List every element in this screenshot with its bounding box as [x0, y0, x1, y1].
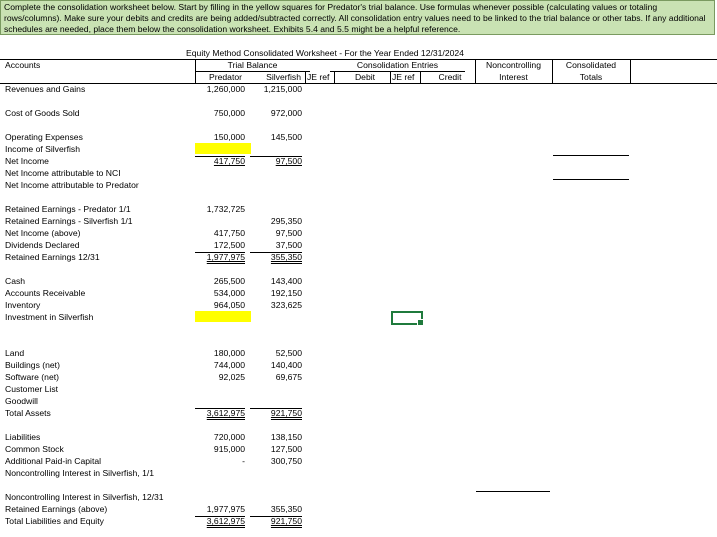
row-label: Investment in Silverfish: [5, 312, 94, 322]
silverfish-value[interactable]: 355,350: [270, 504, 302, 514]
predator-value[interactable]: 150,000: [213, 132, 245, 142]
consolidated-net-income-line: [553, 155, 629, 156]
consolidation-underline: [330, 71, 465, 72]
col-divider: [630, 59, 631, 83]
col-divider: [195, 59, 196, 83]
subtotal-line: [250, 156, 302, 157]
predator-value[interactable]: 1,260,000: [206, 84, 245, 94]
row-label: Land: [5, 348, 25, 358]
predator-value[interactable]: 964,050: [213, 300, 245, 310]
totals-header: Totals: [579, 72, 603, 82]
row-label: Total Liabilities and Equity: [5, 516, 104, 526]
selected-cell[interactable]: [391, 311, 423, 325]
investment-in-silverfish-input[interactable]: [195, 311, 251, 322]
row-label: Retained Earnings (above): [5, 504, 108, 514]
header-bottom-line: [0, 83, 717, 84]
subtotal-line: [195, 252, 245, 253]
subtotal-line: [195, 408, 245, 409]
noncontrolling-header: Noncontrolling: [486, 60, 541, 70]
accounts-header: Accounts: [5, 60, 41, 70]
silverfish-value[interactable]: 355,350: [270, 252, 302, 262]
silverfish-value[interactable]: 192,150: [270, 288, 302, 298]
silverfish-value[interactable]: 921,750: [270, 408, 302, 418]
worksheet-title: Equity Method Consolidated Worksheet - For the Year Ended 12/31/2024: [186, 48, 464, 58]
row-label: Inventory: [5, 300, 41, 310]
row-label: Retained Earnings 12/31: [5, 252, 100, 262]
predator-value[interactable]: 417,750: [213, 156, 245, 166]
predator-value[interactable]: 744,000: [213, 360, 245, 370]
predator-value[interactable]: 1,977,975: [206, 252, 245, 262]
trial-balance-underline: [195, 71, 310, 72]
silverfish-value[interactable]: 1,215,000: [263, 84, 302, 94]
row-label: Common Stock: [5, 444, 64, 454]
silverfish-col-header: Silverfish: [266, 72, 301, 82]
col-divider: [552, 59, 553, 83]
row-label: Revenues and Gains: [5, 84, 86, 94]
silverfish-value[interactable]: 69,675: [275, 372, 302, 382]
silverfish-value[interactable]: 37,500: [275, 240, 302, 250]
row-label: Cost of Goods Sold: [5, 108, 80, 118]
row-label: Operating Expenses: [5, 132, 83, 142]
row-label: Net Income attributable to NCI: [5, 168, 121, 178]
silverfish-value[interactable]: 300,750: [270, 456, 302, 466]
col-divider: [420, 71, 421, 83]
row-label: Net Income attributable to Predator: [5, 180, 139, 190]
subtotal-line: [195, 516, 245, 517]
row-label: Noncontrolling Interest in Silverfish, 1/1: [5, 468, 155, 478]
silverfish-value[interactable]: 143,400: [270, 276, 302, 286]
silverfish-value[interactable]: 972,000: [270, 108, 302, 118]
silverfish-value[interactable]: 97,500: [275, 156, 302, 166]
silverfish-value[interactable]: 323,625: [270, 300, 302, 310]
silverfish-value[interactable]: 145,500: [270, 132, 302, 142]
header-top-line: [0, 59, 717, 60]
interest-header: Interest: [499, 72, 528, 82]
nci-total-line: [476, 491, 550, 492]
predator-value[interactable]: 534,000: [213, 288, 245, 298]
predator-value[interactable]: 265,500: [213, 276, 245, 286]
trial-balance-header: Trial Balance: [227, 60, 278, 70]
predator-value[interactable]: 3,612,975: [206, 408, 245, 418]
row-label: Additional Paid-in Capital: [5, 456, 102, 466]
row-label: Customer List: [5, 384, 59, 394]
row-label: Software (net): [5, 372, 59, 382]
row-label: Noncontrolling Interest in Silverfish, 12/31: [5, 492, 164, 502]
je-ref2-header: JE ref: [392, 72, 415, 82]
row-label: Retained Earnings - Silverfish 1/1: [5, 216, 133, 226]
row-label: Net Income: [5, 156, 49, 166]
row-label: Retained Earnings - Predator 1/1: [5, 204, 131, 214]
predator-value[interactable]: 1,977,975: [206, 504, 245, 514]
col-divider: [305, 71, 306, 83]
col-divider: [475, 59, 476, 83]
consolidated-nci-line: [553, 179, 629, 180]
predator-col-header: Predator: [209, 72, 242, 82]
silverfish-value[interactable]: 127,500: [270, 444, 302, 454]
consolidated-header: Consolidated: [565, 60, 617, 70]
debit-header: Debit: [354, 72, 376, 82]
instructions-note: Complete the consolidation worksheet below. Start by filling in the yellow squares for Predator's trial balance. Use formulas whenever possible (calculating values or totaling rows/columns). Make sure your debits and credits are being added/subtracted correctly. All consolidation entry values need to be linked to the trial balance or other tabs. If any additional schedules are needed, place them below the consolidation worksheet. Exhibits 5.4 and 5.5 might be a helpful reference.: [0, 0, 715, 35]
row-label: Cash: [5, 276, 26, 286]
credit-header: Credit: [438, 72, 462, 82]
col-divider: [390, 71, 391, 83]
row-label: Income of Silverfish: [5, 144, 80, 154]
row-label: Net Income (above): [5, 228, 81, 238]
silverfish-value[interactable]: 52,500: [275, 348, 302, 358]
subtotal-line: [195, 156, 245, 157]
row-label: Total Assets: [5, 408, 51, 418]
predator-value[interactable]: 180,000: [213, 348, 245, 358]
predator-value[interactable]: 915,000: [213, 444, 245, 454]
predator-value[interactable]: 417,750: [213, 228, 245, 238]
predator-value[interactable]: 172,500: [213, 240, 245, 250]
row-label: Buildings (net): [5, 360, 60, 370]
predator-value[interactable]: 3,612,975: [206, 516, 245, 526]
income-of-silverfish-input[interactable]: [195, 143, 251, 154]
silverfish-value[interactable]: 97,500: [275, 228, 302, 238]
predator-value[interactable]: 1,732,725: [206, 204, 245, 214]
row-label: Goodwill: [5, 396, 38, 406]
subtotal-line: [250, 408, 302, 409]
subtotal-line: [250, 252, 302, 253]
predator-value[interactable]: 720,000: [213, 432, 245, 442]
predator-value[interactable]: 92,025: [218, 372, 245, 382]
predator-value[interactable]: -: [242, 456, 245, 466]
je-ref-header: JE ref: [307, 72, 330, 82]
row-label: Liabilities: [5, 432, 41, 442]
row-label: Dividends Declared: [5, 240, 80, 250]
silverfish-value[interactable]: 140,400: [270, 360, 302, 370]
col-divider: [334, 71, 335, 83]
silverfish-value[interactable]: 138,150: [270, 432, 302, 442]
row-label: Accounts Receivable: [5, 288, 86, 298]
subtotal-line: [250, 516, 302, 517]
consolidation-entries-header: Consolidation Entries: [356, 60, 439, 70]
predator-value[interactable]: 750,000: [213, 108, 245, 118]
fill-handle[interactable]: [417, 319, 424, 326]
silverfish-value[interactable]: 921,750: [270, 516, 302, 526]
silverfish-value[interactable]: 295,350: [270, 216, 302, 226]
